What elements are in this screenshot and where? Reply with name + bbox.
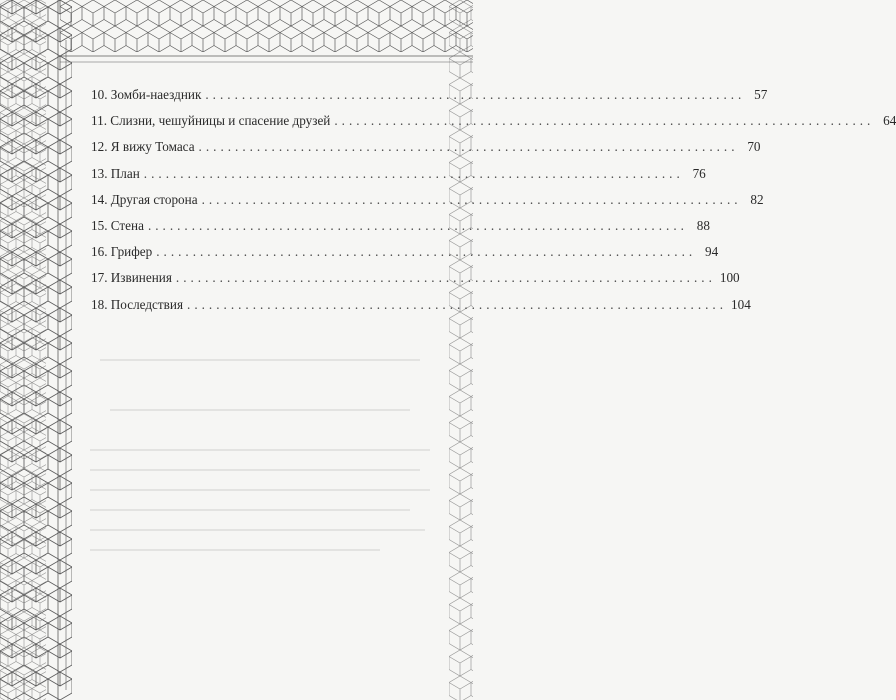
toc-leader-dots: .......................................................................... <box>187 296 727 312</box>
toc-entry[interactable] <box>91 113 896 139</box>
toc-entry[interactable] <box>91 87 768 113</box>
table-of-contents <box>91 87 896 323</box>
toc-page-number: 64 <box>883 113 896 129</box>
toc-entry-title: 17. Извинения <box>91 270 172 286</box>
toc-entry-title: 10. Зомби-наездник <box>91 87 202 102</box>
toc-leader-dots: .......................................................................... <box>198 139 739 155</box>
toc-leader-dots: .......................................................................... <box>156 244 697 260</box>
isometric-cube-border-top <box>60 0 473 65</box>
toc-leader-dots: .......................................................................... <box>143 165 684 181</box>
toc-entry-title: 11. Слизни, чешуйницы и спасение друзей <box>91 113 331 129</box>
toc-entry-title: 12. Я вижу Томаса <box>91 139 195 155</box>
toc-entry[interactable] <box>91 296 751 323</box>
isometric-cube-border-left <box>0 0 72 700</box>
toc-entry[interactable] <box>91 139 761 165</box>
toc-page-number: 57 <box>754 87 768 102</box>
toc-leader-dots: .......................................................................... <box>175 270 716 286</box>
reverse-side-bleed-through <box>80 300 450 580</box>
toc-leader-dots: .......................................................................... <box>205 87 746 102</box>
toc-entry[interactable] <box>91 191 764 218</box>
toc-page-number: 70 <box>747 139 761 155</box>
cube-border-right <box>449 0 473 700</box>
toc-page-number: 76 <box>692 165 706 181</box>
toc-entry-title: 18. Последствия <box>91 296 184 312</box>
toc-entry-title: 15. Стена <box>91 217 144 233</box>
toc-entry[interactable] <box>91 165 706 192</box>
toc-entry-title: 13. План <box>91 165 140 181</box>
toc-page-number: 100 <box>719 270 740 286</box>
toc-leader-dots: .......................................................................... <box>147 217 688 233</box>
toc-leader-dots: .......................................................................... <box>334 113 875 129</box>
toc-entry-title: 14. Другая сторона <box>91 191 198 207</box>
toc-page-number: 94 <box>705 244 719 260</box>
toc-page-number: 82 <box>750 191 764 207</box>
toc-page-number: 104 <box>731 296 751 312</box>
toc-entry-title: 16. Грифер <box>91 244 153 260</box>
toc-entry[interactable] <box>91 217 710 244</box>
toc-entry[interactable] <box>91 244 719 270</box>
toc-page-number: 88 <box>696 217 710 233</box>
toc-entry[interactable] <box>91 270 740 296</box>
toc-leader-dots: .......................................................................... <box>201 191 742 207</box>
